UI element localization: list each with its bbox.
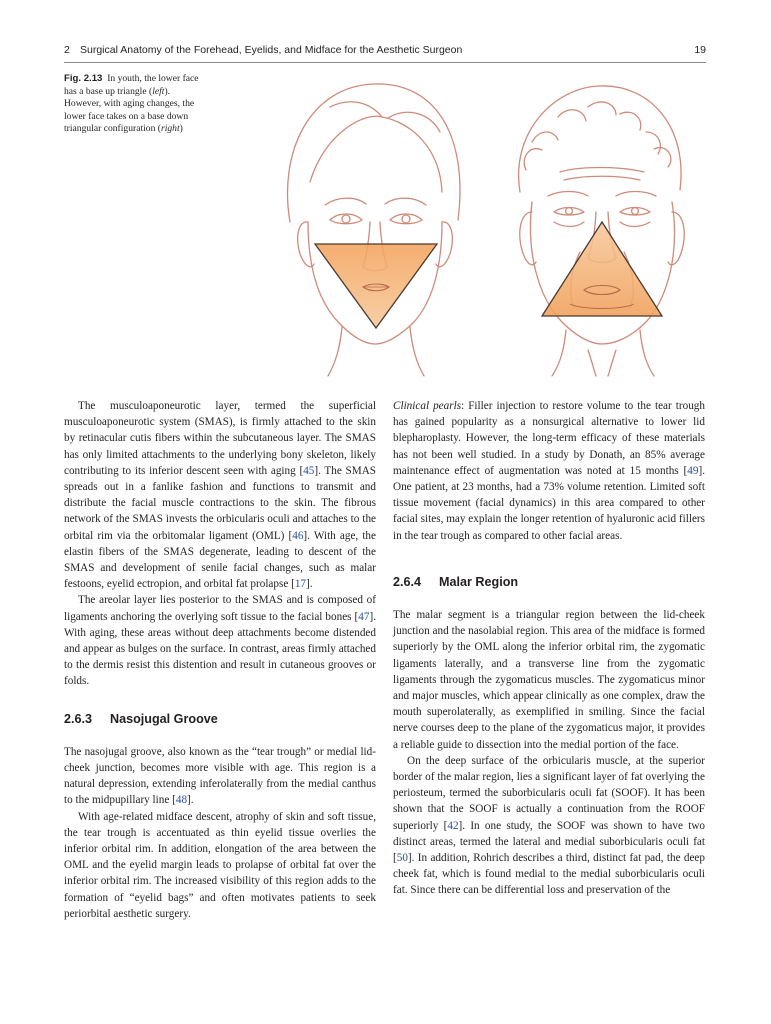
section-title: Nasojugal Groove	[110, 711, 218, 726]
citation-link[interactable]: 48	[175, 794, 188, 807]
section-number: 2.6.4	[393, 574, 422, 589]
chapter-title: Surgical Anatomy of the Forehead, Eyelids, and Midface for the Aesthetic Surgeon	[80, 44, 463, 56]
figure-caption: Fig. 2.13 In youth, the lower face has a base up triangle (left). However, with aging changes, the lower face takes on a base down triangular configuration (right)	[64, 73, 199, 135]
paragraph-clinical-pearls: Clinical pearls: Filler injection to restore volume to the tear trough has gained popularity as a nonsurgical alternative to lower lid blepharoplasty. However, the long-term efficacy of these materials has not been well studied. In a study by Donath, an 85% average maintenance effect of augmentation was noted at 15 months [49]. One patient, at 23 months, had a 73% volume retention. Limited soft tissue movement (facial dynamics) in this area compared to other facial sites, may explain the longer retention of hyaluronic acid fillers in the tear trough as compared to other facial areas.	[393, 400, 705, 542]
running-header	[64, 44, 706, 60]
paragraph-tear-trough: With age-related midface descent, atrophy of skin and soft tissue, the tear trough is accentuated as thin eyelid tissue overlies the inferior orbital rim. In addition, elongation of the area between the OML and the eyelid margin leads to prolapse of orbital fat over the inferior orbital rim. The increased visibility of this region adds to the formation of “eyelid bags” and often motivates patients to seek periorbital aesthetic surgery.	[64, 810, 376, 920]
citation-link[interactable]: 42	[447, 819, 459, 832]
aged-face-base-down-triangle	[542, 222, 662, 316]
paragraph-malar-segment: The malar segment is a triangular region between the lid-cheek junction and the nasolabial region. This area of the midface is formed superiorly by the OML along the inferior orbital rim, the zygomatic ligaments laterally, and a transverse line from the zygomatic ligaments through the zygomaticus muscles. The zygomaticus minor and major muscles, which appear clinically as one complex, draw the mouth superolaterally, as exemplified in smiling. Since the facial nerve courses deep to the plane of the zygomaticus major, it provides a reliable guide to dissection into the medial portion of the face.	[393, 609, 705, 751]
citation-link[interactable]: 45	[303, 464, 315, 477]
young-face-drawing	[288, 84, 460, 376]
paragraph-soof: On the deep surface of the orbicularis muscle, at the superior border of the malar region, lies a significant layer of fat overlying the periosteum, termed the suborbicularis oculi fat (SOOF). It has been shown that the SOOF is actually a continuation from the ROOF superiorly [42]. In one study, the SOOF was shown to have two distinct areas, termed the lateral and medial suborbicularis oculi fat [50]. In addition, Rohrich describes a third, distinct fat pad, the deep cheek fat, which is found medial to the medial suborbicularis oculi fat. Since there can be differential loss and preservation of the	[393, 754, 705, 897]
header-rule	[64, 62, 706, 63]
section-heading	[64, 711, 376, 727]
section-number: 2.6.3	[64, 711, 93, 726]
section-title: Malar Region	[439, 574, 519, 589]
paragraph-areolar-layer: The areolar layer lies posterior to the SMAS and is composed of ligaments anchoring the overlying soft tissue to the facial bones [47]. With aging, these areas without deep attachments become distended and appear as bulges on the surface. In contrast, areas firmly attached to the dermis resist this distention and result in cutaneous grooves or folds.	[64, 594, 376, 688]
paragraph-nasojugal: The nasojugal groove, also known as the “tear trough” or medial lid-cheek junction, becomes more visible with age. This region is a natural depression, extending inferolaterally from the medial canthus to the midpupillary line [48].	[64, 745, 376, 807]
citation-link[interactable]: 17	[294, 578, 307, 591]
section-heading	[393, 574, 705, 590]
paragraph-smas: The musculoaponeurotic layer, termed the superficial musculoaponeurotic system (SMAS), is firmly attached to the skin by retinacular cutis fibers within the subcutaneous layer. The SMAS has only limited attachments to the underlying bony skeleton, likely contributing to its inferior descent seen with aging [45]. The SMAS spreads out in a fanlike fashion and functions to transmit and distribute the facial muscle contractions to the skin. The fibrous network of the SMAS invests the orbicularis oculi and attaches to the orbital rim via the orbitomalar ligament (OML) [46]. With age, the elastin fibers of the SMAS degenerate, leading to descent of the SMAS and development of senile facial changes, such as malar festoons, eyelid ectropion, and orbital fat prolapse [17].	[64, 400, 377, 591]
figure-label: Fig. 2.13	[64, 73, 103, 84]
face-triangle-illustration	[270, 72, 710, 377]
page-number: 19	[694, 44, 706, 56]
right-column	[393, 398, 705, 899]
chapter-number: 2	[64, 44, 70, 56]
citation-link[interactable]: 47	[358, 610, 370, 623]
left-column	[64, 398, 376, 922]
citation-link[interactable]: 46	[292, 529, 304, 542]
citation-link[interactable]: 49	[687, 464, 699, 477]
citation-link[interactable]: 50	[396, 852, 408, 865]
